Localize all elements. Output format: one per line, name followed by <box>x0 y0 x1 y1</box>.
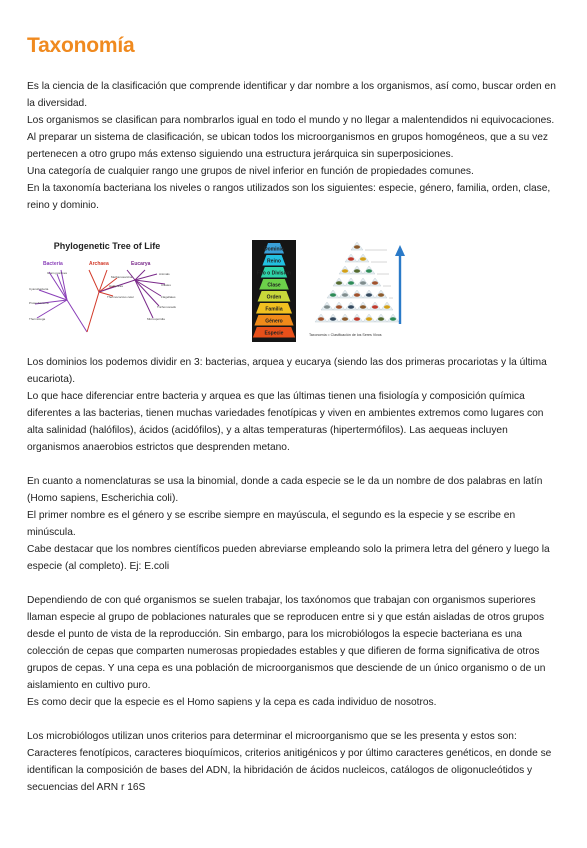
rank-label: Orden <box>266 294 282 301</box>
organism-icon <box>354 269 360 273</box>
organism-icon <box>360 305 366 309</box>
organism-icon <box>390 317 396 321</box>
paragraph: Es como decir que la especie es el Homo sapiens y la cepa es cada individuo de nosotros. <box>27 697 437 708</box>
organism-icon <box>372 281 378 285</box>
organism-icon <box>336 281 342 285</box>
organism-icon <box>330 293 336 297</box>
leaf-label: Thermococcus celer <box>107 295 135 299</box>
organism-icon <box>360 281 366 285</box>
domains-section <box>27 354 561 796</box>
paragraph: Al preparar un sistema de clasificación, se ubican todos los microorganismos en grupos homogéneos, que a su vez pertenecen a otro grupo más extenso siguiendo una estructura jerárquica sin superposiciones. <box>27 132 548 160</box>
phylogenetic-tree-figure <box>27 240 187 340</box>
leaf-label: Thermotoga <box>29 317 46 321</box>
leaf-label: Flagellates <box>161 295 176 299</box>
rank-label: Dominio <box>264 246 284 253</box>
organism-icon <box>366 269 372 273</box>
organism-icon <box>372 305 378 309</box>
pyramid-rows <box>315 242 399 322</box>
paragraph: Dependiendo de con qué organismos se suelen trabajar, los taxónomos que trabajan con organismos superiores llaman especie al grupo de poblaciones naturales que se reproducen entre si y que están aisladas de otros grupos desde el punto de vista de la reproducción. Sin embargo, para los microbiólogos la especie bacteriana es una colección de cepas que comparten numerosas propiedades estables y que difieren de forma significativa de otros grupos de cepas. Y una cepa es una población de microorganismos que desciende de un único organismo o de un aislamiento en cultivo puro. <box>27 595 546 691</box>
tree-leaf-labels <box>29 271 176 321</box>
arrow-up-icon <box>395 245 405 256</box>
leaf-label: Halophiles <box>109 284 124 288</box>
organism-icon <box>384 305 390 309</box>
paragraph: Es la ciencia de la clasificación que comprende identificar y dar nombre a los organismos, así como, buscar orden en la diversidad. <box>27 81 556 109</box>
domain-label-eucarya: Eucarya <box>131 261 151 267</box>
rank-label: Reino <box>267 258 281 265</box>
leaf-label: Methanosarcina <box>111 275 133 279</box>
intro-section <box>27 78 561 214</box>
leaf-label: Animals <box>159 272 170 276</box>
organism-icon <box>366 293 372 297</box>
organism-icon <box>342 269 348 273</box>
organism-icon <box>348 281 354 285</box>
organism-icon <box>324 305 330 309</box>
paragraph: El primer nombre es el género y se escribe siempre en mayúscula, el segundo es la especie y se escribe en minúscula. <box>27 510 516 538</box>
leaf-label: Ciliates <box>161 283 171 287</box>
rank-label: Clase <box>267 282 281 289</box>
organism-icon <box>354 293 360 297</box>
paragraph: Cabe destacar que los nombres científicos pueden abreviarse empleando solo la primera letra del género y luego la especie (al completo). Ej: E.coli <box>27 544 550 572</box>
rank-label: Especie <box>264 330 284 337</box>
organism-icon <box>342 293 348 297</box>
leaf-label: Cyanobacteria <box>29 287 49 291</box>
classification-pyramid-figure <box>303 240 428 340</box>
leaf-label: Gram positives <box>47 271 68 275</box>
organism-icon <box>354 245 360 249</box>
domain-label-bacteria: Bacteria <box>43 261 63 267</box>
organism-icon <box>366 317 372 321</box>
page-title: Taxonomía <box>27 34 135 57</box>
paragraph: Una categoría de cualquier rango une grupos de nivel inferior en función de propiedades comunes. <box>27 166 474 177</box>
paragraph: Los microbiólogos utilizan unos criterios para determinar el microorganismo que se les presenta y estos son: Caracteres fenotípicos, caracteres bioquímicos, criterios anitigénicos y por último caracteres genéticos, en donde se identifican la composición de bases del ADN, la hibridación de ácidos nucleicos, catálogos de oligonucleótidos y secuencias del ARN r 16S <box>27 731 552 793</box>
paragraph: En la taxonomía bacteriana los niveles o rangos utilizados son los siguientes: especie, género, familia, orden, clase, reino y dominio. <box>27 183 551 211</box>
organism-icon <box>354 317 360 321</box>
rank-label: Filo o División <box>256 270 292 277</box>
organism-icon <box>342 317 348 321</box>
tree-title: Phylogenetic Tree of Life <box>53 241 161 251</box>
rank-label: Familia <box>265 306 283 313</box>
organism-icon <box>336 305 342 309</box>
organism-icon <box>348 257 354 261</box>
paragraph: En cuanto a nomenclaturas se usa la binomial, donde a cada especie se le da un nombre de dos palabras en latín (Homo sapiens, Escherichia coli). <box>27 476 543 504</box>
rank-label: Género <box>265 318 283 325</box>
paragraph: Los organismos se clasifican para nombrarlos igual en todo el mundo y no llegar a malentendidos ni equivocaciones. <box>27 115 555 126</box>
taxonomic-ranks-figure <box>252 240 296 342</box>
organism-icon <box>378 317 384 321</box>
domain-label-archaea: Archaea <box>89 261 109 267</box>
organism-icon <box>378 293 384 297</box>
organism-icon <box>330 317 336 321</box>
leaf-label: Microsporidia <box>147 317 165 321</box>
organism-icon <box>360 257 366 261</box>
leaf-label: Proteobacteria <box>29 301 49 305</box>
organism-icon <box>348 305 354 309</box>
archaea-branches <box>87 270 117 332</box>
paragraph: Los dominios los podemos dividir en 3: bacterias, arquea y eucarya (siendo las dos primeras procariotas y la última eucariota). <box>27 357 547 385</box>
paragraph: Lo que hace diferenciar entre bacteria y arquea es que las últimas tienen una fisiología y composición química diferentes a las bacterias, tienen muchas variedades fenotípicas y viven en ambientes extremos como lugares con alta salinidad (halófilos), ácidos (acidófilos), y a altas temperaturas (hipertermófilos). Las aequeas incluyen organismos anaerobios estrictos que desprenden metano. <box>27 391 544 453</box>
pyramid-caption: Taxonomía = Clasificación de los Seres Vivos <box>309 333 382 337</box>
organism-icon <box>318 317 324 321</box>
leaf-label: Trichomonads <box>157 305 176 309</box>
